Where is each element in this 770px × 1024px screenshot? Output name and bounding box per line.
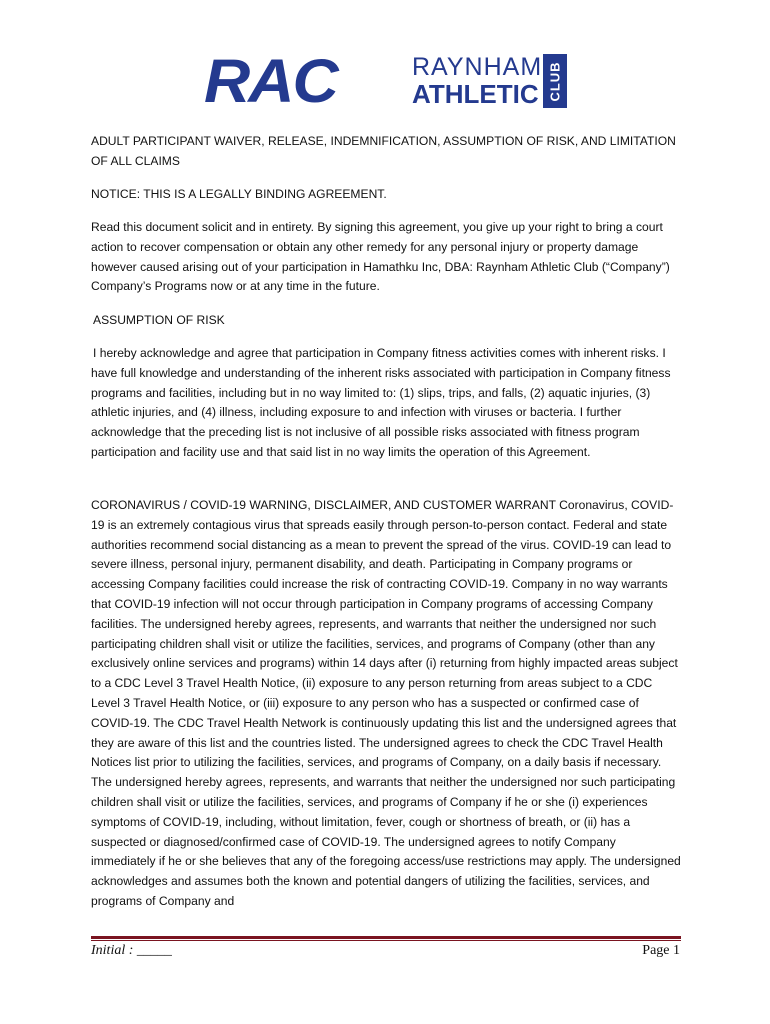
assumption-heading-text: ASSUMPTION OF RISK — [93, 313, 225, 327]
logo-rac-letters — [204, 46, 337, 116]
logo-athletic-text: ATHLETIC — [412, 79, 539, 109]
document-title — [91, 132, 683, 172]
title-text: ADULT PARTICIPANT WAIVER, RELEASE, INDEMNIFICATION, ASSUMPTION OF RISK, AND LIMITATION OF ALL CLAIMS — [91, 134, 676, 168]
legal-notice — [91, 185, 683, 205]
logo-raynham-text: RAYNHAM — [412, 53, 543, 81]
assumption-paragraph — [91, 344, 683, 463]
notice-text: NOTICE: THIS IS A LEGALLY BINDING AGREEMENT. — [91, 187, 387, 201]
page-number: Page 1 — [642, 943, 680, 958]
initial-field: Initial : _____ — [91, 943, 172, 958]
footer-rule-thin — [91, 940, 681, 941]
footer-rule — [91, 936, 681, 939]
assumption-heading — [93, 311, 685, 331]
intro-paragraph — [91, 218, 683, 297]
logo-rac-text: RAC — [204, 46, 337, 116]
rac-logo — [204, 46, 566, 116]
logo-wordmark — [412, 54, 542, 108]
logo-club-text: CLUB — [547, 60, 563, 102]
assumption-body-text: I hereby acknowledge and agree that participation in Company fitness activities comes with inherent risks. I have full knowledge and understanding of the inherent risks associated with participation in Company fitness programs and facilities, including but in no way limited to: (1) slips, trips, and falls, (2) aquatic injuries, (3) athletic injuries, and (4) illness, including exposure to and infection with viruses or bacteria. I further acknowledge that the preceding list is not inclusive of all possible risks associated with fitness program participation and facility use and that said list in no way limits the operation of this Agreement. — [91, 346, 671, 459]
logo-club-badge — [543, 54, 567, 108]
covid-body-text: CORONAVIRUS / COVID-19 WARNING, DISCLAIMER, AND CUSTOMER WARRANT Coronavirus, COVID-19 is an extremely contagious virus that spreads easily through person-to-person contact. Federal and state authorities recommend social distancing as a mean to prevent the spread of the virus. COVID-19 can lead to severe illness, personal injury, permanent disability, and death. Participating in Company programs or accessing Company facilities could increase the risk of contracting COVID-19. Company in no way warrants that COVID-19 infection will not occur through participation in Company programs of accessing Company facilities. The undersigned hereby agrees, represents, and warrants that neither the undersigned nor such participating children shall visit or utilize the facilities, services, and programs of Company (other than any exclusively online services and programs) within 14 days after (i) returning from highly impacted areas subject to a CDC Level 3 Travel Health Notice, (ii) exposure to any person returning from areas subject to a CDC Level 3 Travel Health Notice, or (iii) exposure to any person who has a suspected or confirmed case of COVID-19. The CDC Travel Health Network is continuously updating this list and the undersigned agrees that they are aware of this list and the countries listed. The undersigned agrees to check the CDC Travel Health Notices list prior to utilizing the facilities, services, and programs of Company, on a daily basis if necessary. The undersigned hereby agrees, represents, and warrants that neither the undersigned nor such participating children shall visit or utilize the facilities, services, and programs of Company if he or she (i) experiences symptoms of COVID-19, including, without limitation, fever, cough or shortness of breath, or (ii) has a suspected or diagnosed/confirmed case of COVID-19. The undersigned agrees to notify Company immediately if he or she believes that any of the foregoing access/use restrictions may apply. The undersigned acknowledges and assumes both the known and potential dangers of utilizing the facilities, services, and programs of Company and — [91, 498, 681, 908]
covid-paragraph — [91, 496, 683, 912]
intro-text: Read this document solicit and in entirety. By signing this agreement, you give up your right to bring a court action to recover compensation or obtain any other remedy for any personal injury or property damage however caused arising out of your participation in Hamathku Inc, DBA: Raynham Athletic Club (“Company”) Company’s Programs now or at any time in the future. — [91, 220, 670, 294]
